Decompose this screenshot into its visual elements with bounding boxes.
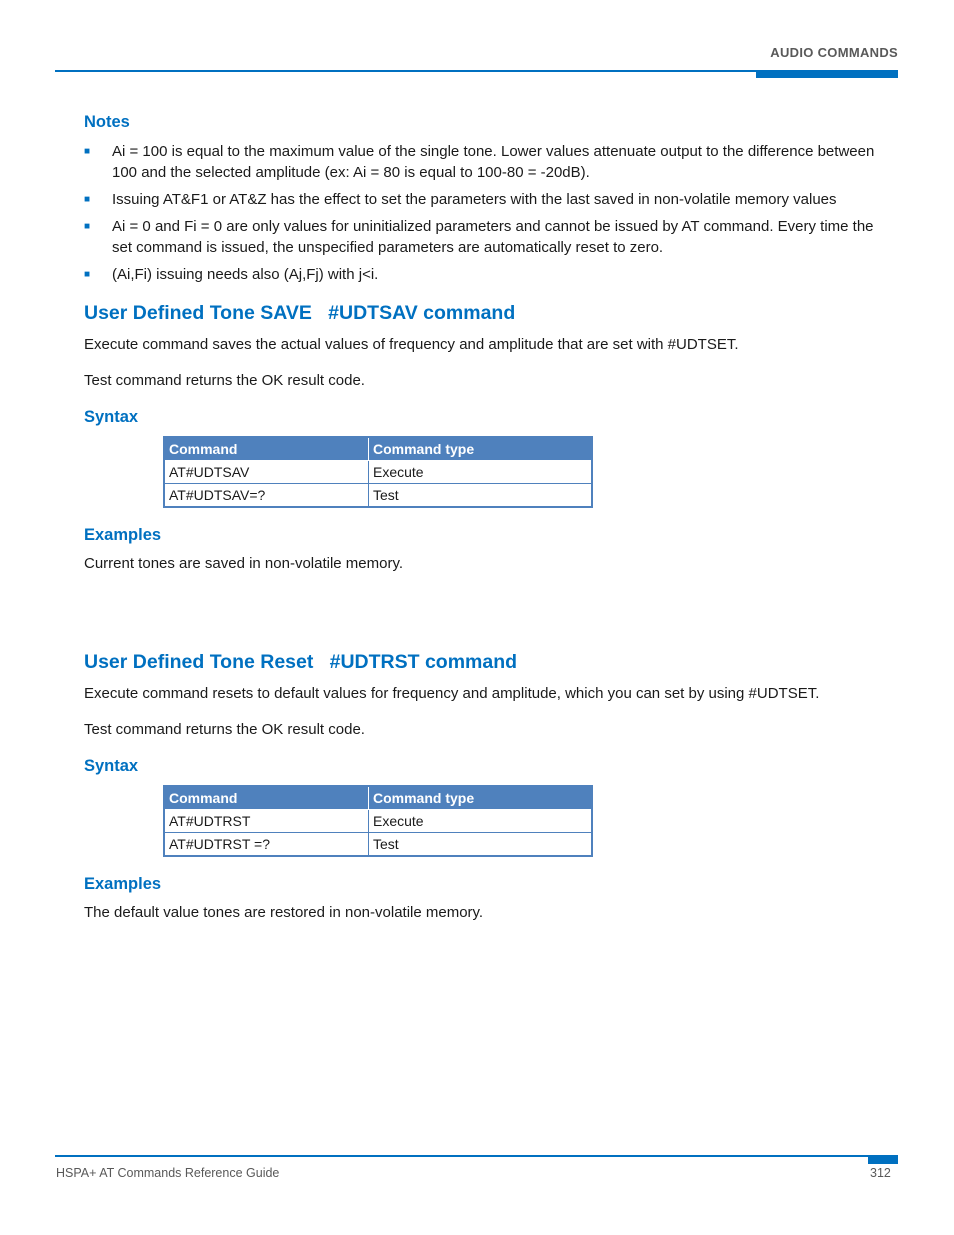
column-header: Command	[164, 786, 369, 810]
page-number: 312	[870, 1166, 891, 1180]
table-cell: AT#UDTSAV	[164, 461, 369, 484]
column-header: Command type	[369, 786, 593, 810]
syntax-heading: Syntax	[84, 408, 139, 426]
table-header-row	[164, 786, 592, 810]
table-cell: AT#UDTRST =?	[164, 833, 369, 857]
running-header: AUDIO COMMANDS	[770, 45, 898, 60]
table-cell: Test	[369, 833, 593, 857]
table-row	[164, 461, 592, 484]
column-header: Command	[164, 437, 369, 461]
section-title-udtsav: User Defined Tone SAVE #UDTSAV command	[84, 302, 516, 324]
table-cell: AT#UDTRST	[164, 810, 369, 833]
list-item	[84, 189, 884, 210]
list-item	[84, 216, 884, 258]
column-header: Command type	[369, 437, 593, 461]
syntax-heading: Syntax	[84, 757, 139, 775]
footer-rule	[55, 1155, 898, 1157]
udtsav-test-description: Test command returns the OK result code.	[84, 372, 365, 389]
udtrst-description: Execute command resets to default values for frequency and amplitude, which you can set by using #UDTSET.	[84, 685, 820, 702]
udtsav-description: Execute command saves the actual values of frequency and amplitude that are set with #UDTSET.	[84, 336, 739, 353]
note-text: Ai = 0 and Fi = 0 are only values for uninitialized parameters and cannot be issued by AT command. Every time the set command is issued, the unspecified parameters are automatically reset to zero.	[112, 218, 874, 256]
table-cell: Test	[369, 484, 593, 508]
examples-heading: Examples	[84, 875, 162, 893]
udtrst-test-description: Test command returns the OK result code.	[84, 721, 365, 738]
note-text: Ai = 100 is equal to the maximum value of the single tone. Lower values attenuate output to the difference between 100 and the selected amplitude (ex: Ai = 80 is equal to 100-80 = -20dB).	[112, 143, 875, 181]
bullet-icon: ■	[84, 221, 91, 232]
udtsav-example-text: Current tones are saved in non-volatile memory.	[84, 555, 404, 572]
bullet-icon: ■	[84, 194, 91, 205]
examples-heading: Examples	[84, 526, 162, 544]
note-text: (Ai,Fi) issuing needs also (Aj,Fj) with j<i.	[112, 266, 379, 283]
bullet-icon: ■	[84, 146, 91, 157]
udtrst-syntax-table	[163, 785, 593, 857]
table-header-row	[164, 437, 592, 461]
note-text: Issuing AT&F1 or AT&Z has the effect to set the parameters with the last saved in non-volatile memory values	[112, 191, 837, 208]
table-row	[164, 484, 592, 508]
table-cell: AT#UDTSAV=?	[164, 484, 369, 508]
udtrst-example-text: The default value tones are restored in non-volatile memory.	[84, 904, 484, 921]
table-row	[164, 833, 592, 857]
footer-doc-title: HSPA+ AT Commands Reference Guide	[56, 1166, 280, 1180]
udtsav-syntax-table	[163, 436, 593, 508]
notes-heading: Notes	[84, 113, 130, 131]
section-title-udtrst: User Defined Tone Reset #UDTRST command	[84, 651, 518, 673]
list-item	[84, 141, 884, 183]
table-row	[164, 810, 592, 833]
bullet-icon: ■	[84, 269, 91, 280]
list-item	[84, 264, 884, 285]
header-accent-block	[756, 70, 898, 78]
table-cell: Execute	[369, 810, 593, 833]
table-cell: Execute	[369, 461, 593, 484]
footer-accent-block	[868, 1155, 898, 1164]
